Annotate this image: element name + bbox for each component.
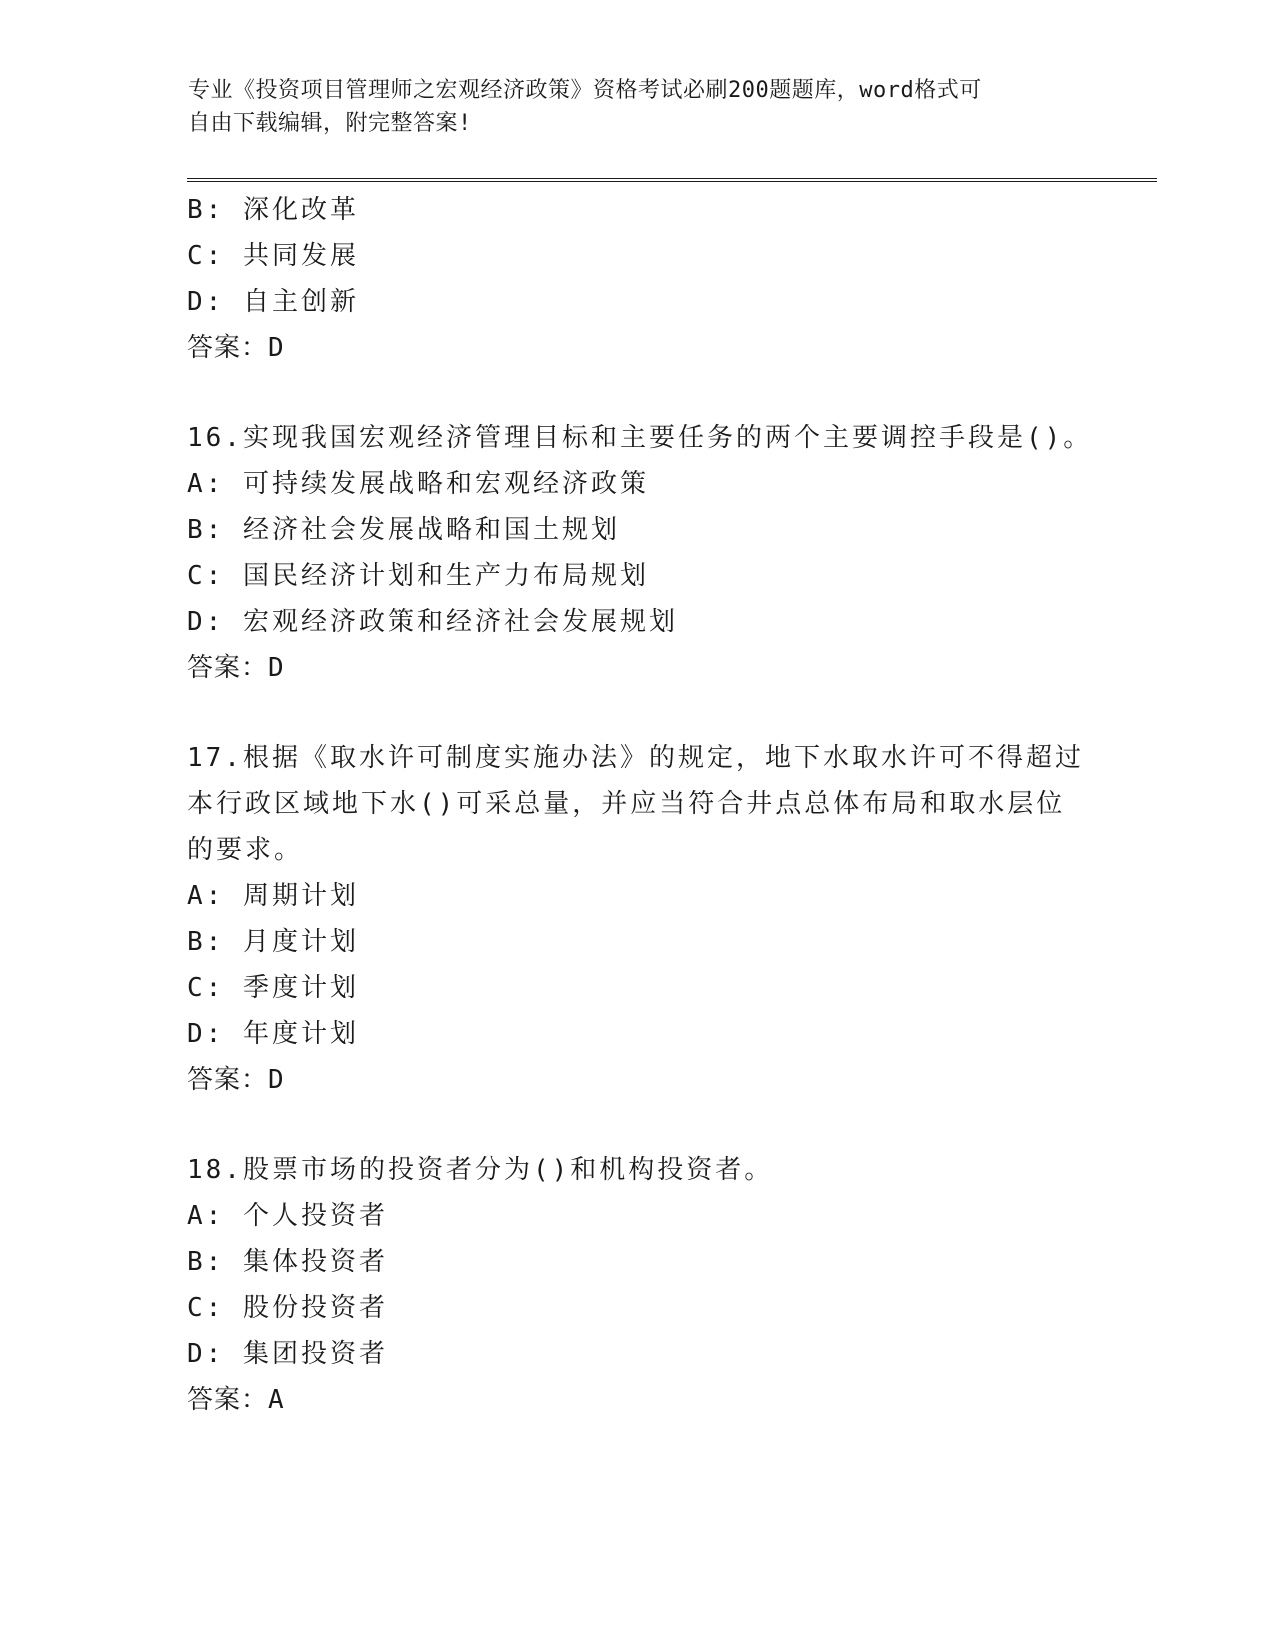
question-17 xyxy=(187,735,1087,1103)
answer-line xyxy=(187,325,1087,371)
answer-line xyxy=(187,1057,1087,1103)
option-a: A: 可持续发展战略和宏观经济政策 xyxy=(187,469,649,499)
question-text: 18.股票市场的投资者分为()和机构投资者。 xyxy=(187,1155,774,1185)
option-a: A: 个人投资者 xyxy=(187,1201,388,1231)
header-line-2: 自由下载编辑，附完整答案! xyxy=(188,111,472,136)
option-b: B: 集体投资者 xyxy=(187,1247,388,1277)
answer-value: D xyxy=(268,653,285,683)
question-text-line-1: 17.根据《取水许可制度实施办法》的规定，地下水取水许可不得超过 xyxy=(187,743,1084,773)
option-a: A: 周期计划 xyxy=(187,881,359,911)
answer-value: D xyxy=(268,1065,285,1095)
answer-label: 答案： xyxy=(187,1065,269,1095)
option-b: B: 月度计划 xyxy=(187,927,359,957)
question-text-line-3: 的要求。 xyxy=(187,835,304,865)
question-text: 16.实现我国宏观经济管理目标和主要任务的两个主要调控手段是()。 xyxy=(187,423,1093,453)
header-divider xyxy=(187,178,1157,182)
question-15 xyxy=(187,187,1087,371)
option-b: B: 经济社会发展战略和国土规划 xyxy=(187,515,620,545)
option-d: D: 年度计划 xyxy=(187,1019,359,1049)
question-list xyxy=(187,187,1093,1423)
option-d: D: 自主创新 xyxy=(187,287,359,317)
answer-value: A xyxy=(268,1385,285,1415)
header-line-1: 专业《投资项目管理师之宏观经济政策》资格考试必刷200题题库，word格式可 xyxy=(188,78,982,103)
answer-line xyxy=(187,1377,1087,1423)
document-header xyxy=(188,74,1088,140)
option-c: C: 共同发展 xyxy=(187,241,359,271)
answer-value: D xyxy=(268,333,285,363)
answer-label: 答案： xyxy=(187,653,269,683)
option-c: C: 国民经济计划和生产力布局规划 xyxy=(187,561,649,591)
answer-line xyxy=(187,645,1087,691)
option-c: C: 股份投资者 xyxy=(187,1293,388,1323)
question-text-line-2: 本行政区域地下水()可采总量，并应当符合井点总体布局和取水层位 xyxy=(187,789,1066,819)
question-18 xyxy=(187,1147,1087,1423)
option-c: C: 季度计划 xyxy=(187,973,359,1003)
question-16 xyxy=(187,415,1093,691)
answer-label: 答案： xyxy=(187,1385,269,1415)
option-b: B: 深化改革 xyxy=(187,195,359,225)
option-d: D: 集团投资者 xyxy=(187,1339,388,1369)
answer-label: 答案： xyxy=(187,333,269,363)
option-d: D: 宏观经济政策和经济社会发展规划 xyxy=(187,607,678,637)
